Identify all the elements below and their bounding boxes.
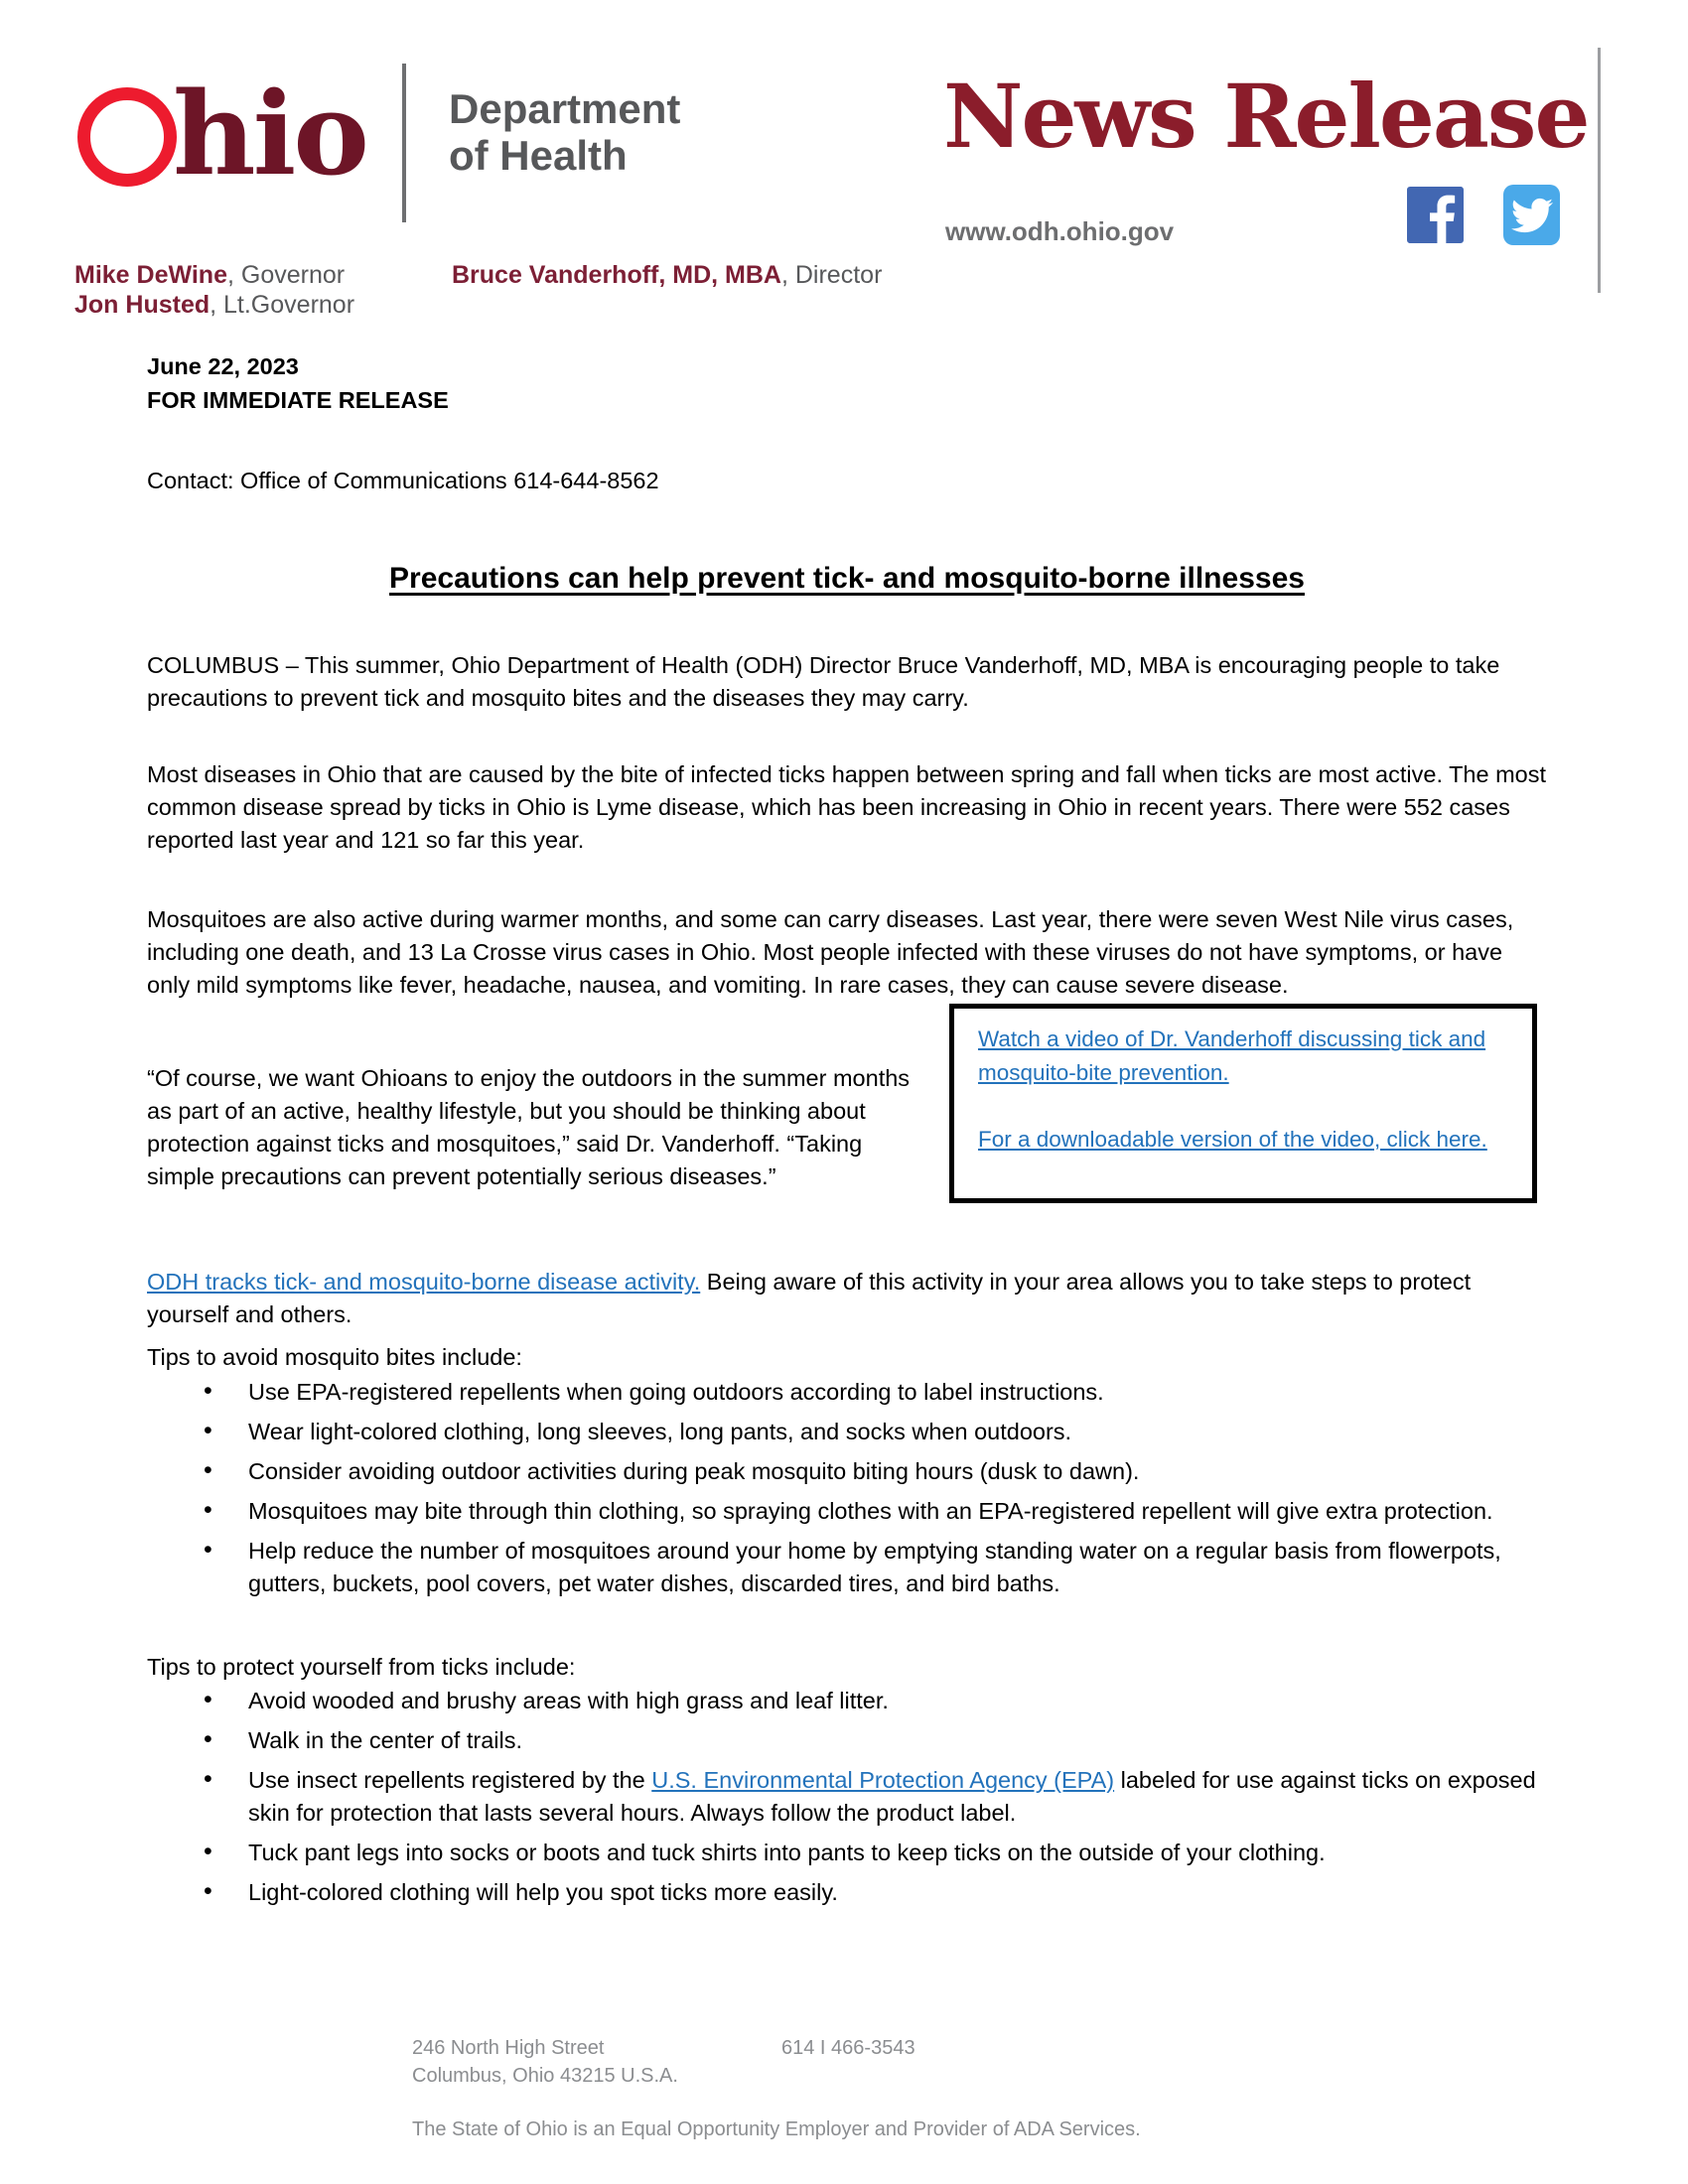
list-item [147,1416,1547,1448]
tick-tip-3-pre: Use insect repellents registered by the [248,1767,652,1793]
director-block [452,260,882,290]
ohio-logo-text: hio [173,68,367,202]
department-of-health-label [449,85,680,179]
epa-link[interactable]: U.S. Environmental Protection Agency (EPA) [651,1767,1115,1793]
list-item [147,1535,1547,1600]
header-divider [402,64,406,222]
list-item [147,1455,1547,1488]
article-title [147,561,1547,597]
dept-line-1: Department [449,85,681,132]
tick-tip-4: Tuck pant legs into socks or boots and tuck shirts into pants to keep ticks on the outside of your clothing. [248,1840,1326,1865]
tick-tips-heading: Tips to protect yourself from ticks include: [147,1654,576,1680]
mosquito-tips-heading: Tips to avoid mosquito bites include: [147,1344,522,1370]
paragraph-ticks: Most diseases in Ohio that are caused by the bite of infected ticks happen between spring and fall when ticks are most active. The most common disease spread by ticks in Ohio is Lyme disease, which has been increasing in Ohio in recent years. There were 552 cases reported last year and 121 so far this year. [147,760,1547,853]
watch-video-link[interactable]: Watch a video of Dr. Vanderhoff discussing tick and mosquito-bite prevention. [978,1026,1486,1085]
footer-address-line1: 246 North High Street [412,2037,605,2059]
list-item [147,1876,1547,1909]
for-immediate-release: FOR IMMEDIATE RELEASE [147,387,449,413]
news-release-title: News Release [943,65,1589,168]
tick-tips-list [147,1685,1547,1916]
director-name: Bruce Vanderhoff, MD, MBA [452,261,781,289]
dept-line-2: of Health [449,132,628,179]
lt-governor-title: , Lt.Governor [210,291,355,319]
footer-disclaimer: The State of Ohio is an Equal Opportunity Employer and Provider of ADA Services. [412,2118,1141,2140]
download-video-link[interactable]: For a downloadable version of the video, click here. [978,1127,1487,1152]
mosquito-tip-5: Help reduce the number of mosquitoes around your home by emptying standing water on a regular basis from flowerpots, gutters, buckets, pool covers, pet water dishes, discarded tires, and bird baths. [248,1538,1501,1596]
list-item [147,1764,1547,1830]
date-block [147,349,1547,417]
governor-title: , Governor [226,261,346,289]
twitter-icon[interactable] [1503,185,1560,245]
release-date: June 22, 2023 [147,353,299,379]
list-item [147,1724,1547,1757]
paragraph-tracking [147,1266,1547,1331]
governor-block [74,260,354,320]
mosquito-tip-2: Wear light-colored clothing, long sleeves, long pants, and socks when outdoors. [248,1419,1072,1444]
tick-tip-5: Light-colored clothing will help you spot ticks more easily. [248,1879,838,1905]
tick-tip-1: Avoid wooded and brushy areas with high grass and leaf litter. [248,1688,889,1713]
list-item [147,1376,1547,1409]
article-title-text: Precautions can help prevent tick- and mosquito-borne illnesses [389,562,1305,595]
tick-tip-3-post: labeled for use against ticks on exposed skin for protection that lasts several hours. Always follow the product label. [248,1767,1536,1826]
mosquito-tips-list [147,1376,1547,1607]
governor-line [74,260,354,290]
list-item [147,1685,1547,1717]
tick-tip-2: Walk in the center of trails. [248,1727,523,1753]
lt-governor-name: Jon Husted [74,291,211,319]
disease-activity-link[interactable]: ODH tracks tick- and mosquito-borne disease activity. [147,1268,701,1295]
footer-address [412,2034,678,2090]
ohio-logo-o-icon [77,87,177,187]
list-item [147,1495,1547,1528]
tracking-rest: Being aware of this activity in your area allows you to take steps to protect yourself and others. [147,1268,1472,1327]
mosquito-tip-1: Use EPA-registered repellents when going outdoors according to label instructions. [248,1379,1104,1405]
video-links-box [949,1004,1537,1203]
contact-line: Contact: Office of Communications 614-644-8562 [147,468,659,493]
footer-phone: 614 I 466-3543 [781,2037,915,2059]
paragraph-mosquitoes: Mosquitoes are also active during warmer months, and some can carry diseases. Last year, there were seven West Nile virus cases, including one death, and 13 La Crosse virus cases in Ohio. Most people infected with these viruses do not have symptoms, or have only mild symptoms like fever, headache, nausea, and vomiting. In rare cases, they can cause severe disease. [147,905,1514,998]
director-title: , Director [780,261,883,289]
facebook-icon[interactable] [1407,185,1464,245]
list-item [147,1837,1547,1869]
lt-governor-line [74,290,354,320]
paragraph-intro: COLUMBUS – This summer, Ohio Department of Health (ODH) Director Bruce Vanderhoff, MD, MBA is encouraging people to take precautions to prevent tick and mosquito bites and the diseases they may carry. [147,651,1500,711]
mosquito-tip-3: Consider avoiding outdoor activities during peak mosquito biting hours (dusk to dawn). [248,1458,1140,1484]
mosquito-tip-4: Mosquitoes may bite through thin clothing, so spraying clothes with an EPA-registered repellent will give extra protection. [248,1498,1493,1524]
footer-address-line2: Columbus, Ohio 43215 U.S.A. [412,2065,678,2087]
header-right-rule [1598,48,1601,293]
website-url: www.odh.ohio.gov [945,216,1175,246]
paragraph-quote: “Of course, we want Ohioans to enjoy the outdoors in the summer months as part of an active, healthy lifestyle, but you should be thinking about protection against ticks and mosquitoes,” said Dr. Vanderhoff. “Taking simple precautions can prevent potentially serious diseases.” [147,1064,911,1189]
governor-name: Mike DeWine [74,261,227,289]
